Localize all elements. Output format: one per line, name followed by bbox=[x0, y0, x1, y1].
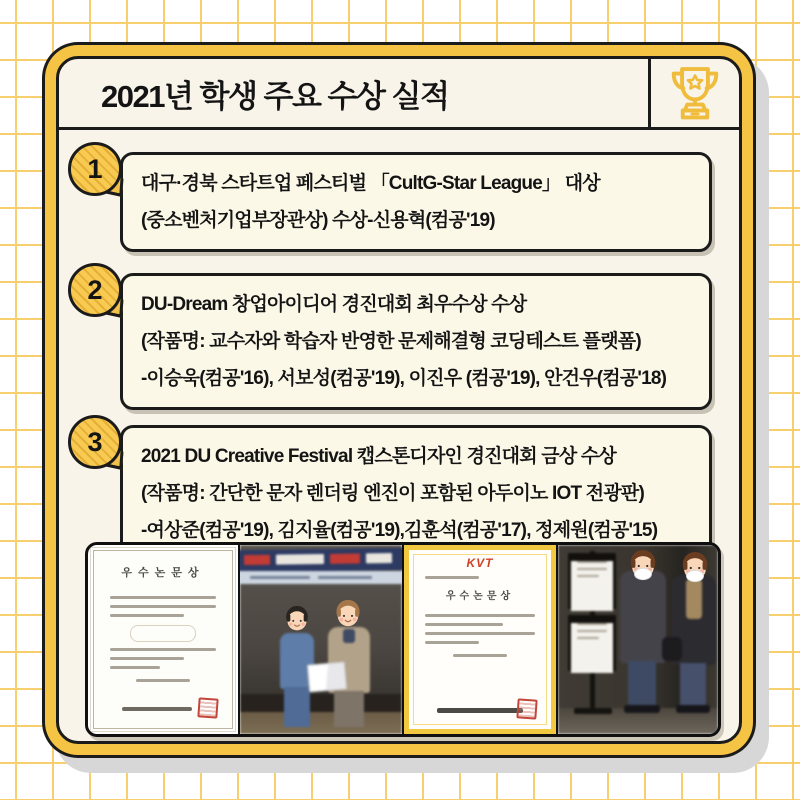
award-text: DU-Dream 창업아이디어 경진대회 최우수상 수상 bbox=[141, 294, 527, 315]
society-logo: KVT bbox=[466, 556, 494, 570]
award-bubble-2 bbox=[120, 273, 712, 410]
number-badge-3 bbox=[68, 415, 122, 469]
cartoon-face-sticker bbox=[282, 603, 312, 642]
award-text: 대구·경북 스타트업 페스티벌 「CultG-Star League」 대상 bbox=[141, 173, 600, 194]
card-header bbox=[59, 59, 739, 130]
cartoon-face-sticker bbox=[332, 597, 364, 638]
award-bubble-1 bbox=[120, 152, 712, 252]
award-list bbox=[59, 130, 739, 562]
award-summary-card bbox=[56, 56, 742, 744]
trophy-cell bbox=[648, 59, 739, 127]
award-text: -여상준(컴공'19), 김지율(컴공'19),김훈석(컴공'17), 정제원(컴공'15) bbox=[141, 520, 658, 541]
award-text: (작품명: 교수자와 학습자 반영한 문제해결형 코딩테스트 플랫폼) bbox=[141, 331, 641, 352]
cartoon-face-sticker bbox=[678, 549, 712, 592]
award-item-1 bbox=[87, 152, 712, 252]
number-badge-2 bbox=[68, 263, 122, 317]
stage-step bbox=[240, 694, 402, 712]
winner-left-shoes bbox=[624, 705, 660, 713]
blurred-text-line bbox=[110, 657, 184, 660]
cartoon-face-sticker bbox=[626, 547, 660, 590]
award-ceremony-photo bbox=[240, 545, 402, 734]
number-badge-1 bbox=[68, 142, 122, 196]
ceremony-scene bbox=[240, 545, 402, 734]
title-cell bbox=[59, 59, 648, 127]
blurred-text-line bbox=[110, 614, 184, 617]
winners-photo bbox=[558, 545, 718, 734]
framed-certificate bbox=[568, 615, 616, 671]
certificate-frame bbox=[93, 550, 233, 729]
open-certificate bbox=[307, 661, 347, 692]
award-item-2 bbox=[87, 273, 712, 410]
certificate-issuer-row bbox=[425, 701, 539, 717]
certificate-title: 우수논문상 bbox=[121, 567, 205, 579]
winner-legs bbox=[334, 691, 364, 727]
certificate-frame bbox=[404, 545, 556, 734]
blurred-text-line bbox=[110, 666, 160, 669]
page-title: 2021년 학생 주요 수상 실적 bbox=[101, 78, 449, 114]
red-seal-stamp bbox=[197, 697, 218, 718]
issuer-text-line bbox=[437, 708, 523, 713]
issuer-text-line bbox=[122, 707, 192, 711]
conference-banner bbox=[240, 548, 402, 572]
winner-right-shoes bbox=[676, 705, 710, 713]
certificate-photo-2 bbox=[404, 545, 556, 734]
certificate-title: 우수논문상 bbox=[445, 591, 515, 602]
badge-number: 1 bbox=[68, 142, 122, 196]
conference-banner-subtitle bbox=[240, 571, 402, 584]
certificate-watermark bbox=[130, 625, 196, 642]
trophy-icon bbox=[664, 60, 726, 127]
photo-strip bbox=[85, 542, 721, 737]
award-text: (작품명: 간단한 문자 렌더링 엔진이 포함된 아두이노 IOT 전광판) bbox=[141, 483, 644, 504]
award-text: -이승욱(컴공'16), 서보성(컴공'19), 이진우 (컴공'19), 안건우(컴공'18) bbox=[141, 368, 667, 389]
badge-number: 2 bbox=[68, 263, 122, 317]
shoulder-bag bbox=[662, 637, 682, 661]
blurred-text-line bbox=[110, 605, 216, 608]
framed-certificate bbox=[568, 553, 616, 609]
blurred-text-line bbox=[110, 648, 216, 651]
winner-right-legs bbox=[680, 663, 706, 707]
presenter-legs bbox=[284, 687, 310, 727]
certificate-date-line bbox=[136, 679, 190, 682]
award-text: 2021 DU Creative Festival 캡스톤디자인 경진대회 금상 수상 bbox=[141, 446, 616, 467]
award-text: (중소벤처기업부장관상) 수상-신용혁(컴공'19) bbox=[141, 210, 495, 231]
certificate-issuer-row bbox=[110, 700, 220, 716]
display-stand-base bbox=[574, 708, 612, 714]
blurred-text-line bbox=[110, 596, 216, 599]
certificate-photo-1 bbox=[88, 545, 238, 734]
red-seal-stamp bbox=[516, 698, 537, 719]
badge-number: 3 bbox=[68, 415, 122, 469]
winner-left-legs bbox=[628, 661, 656, 707]
stage-floor bbox=[240, 712, 402, 734]
